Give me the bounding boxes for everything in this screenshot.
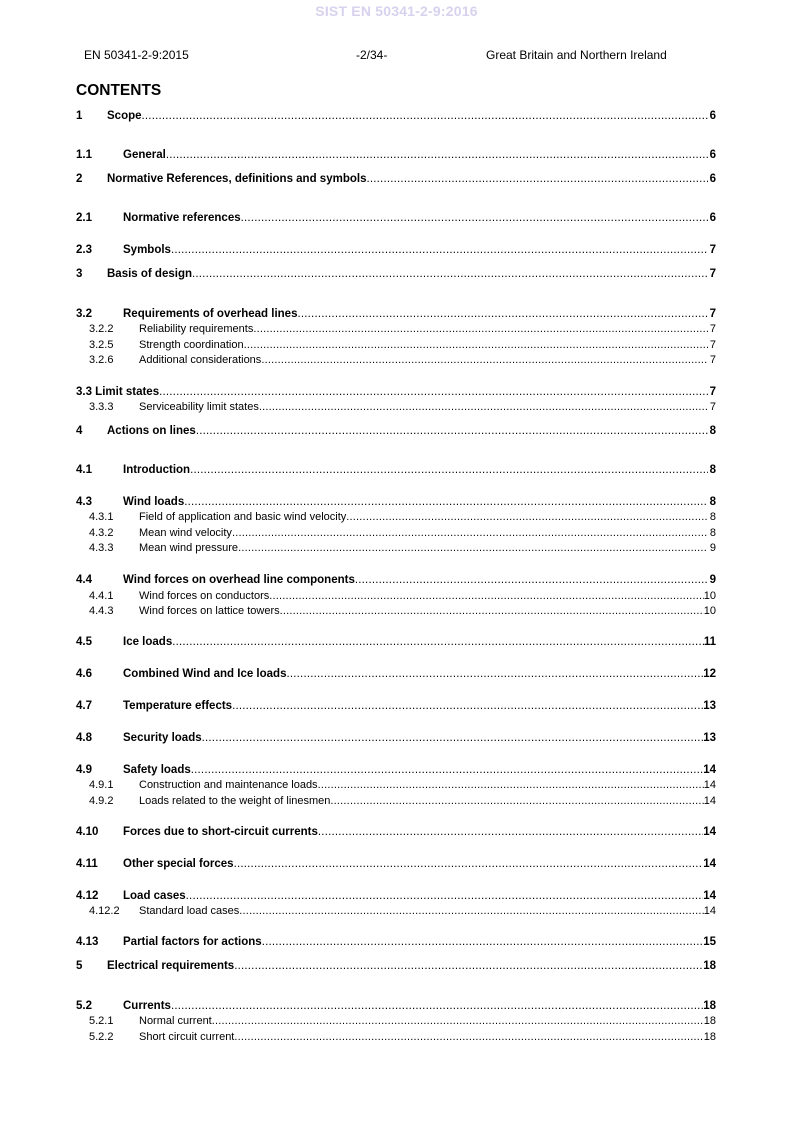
dot-leader	[212, 1015, 704, 1027]
toc-title: Forces due to short-circuit currents	[123, 826, 318, 838]
dot-leader	[171, 244, 708, 256]
toc-page: 8	[709, 527, 716, 539]
toc-entry-3-2-6[interactable]	[89, 354, 716, 370]
toc-number: 4.5	[76, 636, 92, 648]
toc-number: 4.12	[76, 890, 99, 902]
toc-title: Load cases	[123, 890, 186, 902]
toc-page: 6	[709, 149, 716, 161]
toc-number: 5	[76, 960, 83, 972]
toc-title: Scope	[107, 110, 142, 122]
toc-entry-4-3[interactable]	[76, 496, 716, 512]
toc-number: 2.3	[76, 244, 92, 256]
toc-number: 4.8	[76, 732, 92, 744]
toc-entry-4-5[interactable]	[76, 636, 716, 652]
dot-leader	[191, 764, 703, 776]
dot-leader	[297, 308, 708, 320]
toc-entry-3[interactable]	[76, 268, 716, 284]
toc-page: 10	[703, 605, 716, 617]
toc-number: 4.11	[76, 858, 98, 870]
toc-title: Short circuit current	[139, 1031, 235, 1043]
toc-number: 3	[76, 268, 83, 280]
toc-number: 1	[76, 110, 83, 122]
toc-page: 11	[703, 636, 716, 648]
toc-title: Combined Wind and Ice loads	[123, 668, 287, 680]
dot-leader	[259, 401, 708, 413]
toc-title: Security loads	[123, 732, 202, 744]
dot-leader	[241, 212, 708, 224]
toc-page: 6	[709, 173, 716, 185]
toc-number: 4.9.1	[89, 779, 114, 791]
toc-page: 13	[703, 700, 716, 712]
toc-entry-3-2[interactable]	[76, 308, 716, 324]
toc-page: 7	[709, 339, 716, 351]
toc-entry-4-4[interactable]	[76, 574, 716, 590]
toc-number: 3.2.2	[89, 323, 114, 335]
toc-entry-4-7[interactable]	[76, 700, 716, 716]
toc-page: 10	[703, 590, 716, 602]
toc-page: 14	[703, 858, 716, 870]
toc-number: 3.3.3	[89, 401, 114, 413]
toc-entry-1[interactable]	[76, 110, 716, 126]
dot-leader	[172, 636, 704, 648]
dot-leader	[330, 795, 703, 807]
toc-page: 13	[703, 732, 716, 744]
toc-title: Normative References, definitions and symbols	[107, 173, 367, 185]
toc-page: 9	[709, 574, 716, 586]
toc-page: 7	[709, 244, 716, 256]
toc-title: Wind forces on conductors	[139, 590, 270, 602]
toc-title: Reliability requirements	[139, 323, 254, 335]
toc-page: 18	[703, 960, 716, 972]
toc-entry-5-2-2[interactable]	[89, 1031, 716, 1047]
toc-title: Strength coordination	[139, 339, 244, 351]
toc-page: 14	[703, 779, 716, 791]
toc-entry-2-3[interactable]	[76, 244, 716, 260]
toc-entry-2-1[interactable]	[76, 212, 716, 228]
toc-title: 3.3 Limit states	[76, 386, 160, 398]
toc-number: 3.2	[76, 308, 92, 320]
toc-title: Wind loads	[123, 496, 185, 508]
toc-entry-4-1[interactable]	[76, 464, 716, 480]
toc-title: Basis of design	[107, 268, 192, 280]
toc-entry-4-9[interactable]	[76, 764, 716, 780]
toc-number: 4.13	[76, 936, 99, 948]
toc-number: 3.2.5	[89, 339, 114, 351]
toc-page: 7	[709, 323, 716, 335]
dot-leader	[318, 779, 704, 791]
toc-title: Electrical requirements	[107, 960, 235, 972]
dot-leader	[186, 890, 704, 902]
toc-title: Additional considerations	[139, 354, 262, 366]
dot-leader	[262, 936, 704, 948]
dot-leader	[234, 1031, 703, 1043]
toc-number: 4.1	[76, 464, 92, 476]
toc-page: 18	[703, 1015, 716, 1027]
toc-page: 7	[709, 268, 716, 280]
toc-entry-5-2[interactable]	[76, 1000, 716, 1016]
toc-title: Requirements of overhead lines	[123, 308, 298, 320]
toc-title: Currents	[123, 1000, 171, 1012]
toc-number: 4.6	[76, 668, 92, 680]
toc-number: 4.7	[76, 700, 92, 712]
dot-leader	[142, 110, 708, 122]
toc-entry-4-9-2[interactable]	[89, 795, 716, 811]
toc-entry-4-8[interactable]	[76, 732, 716, 748]
toc-entry-4-11[interactable]	[76, 858, 716, 874]
toc-title: Symbols	[123, 244, 171, 256]
toc-entry-1-1[interactable]	[76, 149, 716, 165]
toc-entry-4-10[interactable]	[76, 826, 716, 842]
toc-number: 2.1	[76, 212, 92, 224]
dot-leader	[202, 732, 704, 744]
toc-number: 4.3.1	[89, 511, 114, 523]
toc-title: Standard load cases	[139, 905, 240, 917]
toc-number: 4.4.1	[89, 590, 114, 602]
toc-title: Mean wind velocity	[139, 527, 232, 539]
toc-title: Serviceability limit states	[139, 401, 259, 413]
toc-page: 14	[703, 764, 716, 776]
header-region: Great Britain and Northern Ireland	[486, 48, 667, 62]
dot-leader	[196, 425, 708, 437]
page-title: CONTENTS	[76, 82, 162, 99]
header-page-number: -2/34-	[356, 48, 388, 62]
toc-number: 4.9.2	[89, 795, 114, 807]
toc-page: 8	[709, 511, 716, 523]
toc-entry-4-13[interactable]	[76, 936, 716, 952]
toc-title: Field of application and basic wind velocity	[139, 511, 347, 523]
header-doc-id: EN 50341-2-9:2015	[84, 48, 189, 62]
toc-entry-3-2-2[interactable]	[89, 323, 716, 339]
dot-leader	[239, 905, 703, 917]
toc-title: Other special forces	[123, 858, 234, 870]
toc-title: Mean wind pressure	[139, 542, 239, 554]
dot-leader	[238, 542, 708, 554]
watermark: SIST EN 50341-2-9:2016	[315, 3, 478, 19]
dot-leader	[171, 1000, 703, 1012]
toc-page: 14	[703, 905, 716, 917]
toc-number: 1.1	[76, 149, 92, 161]
toc-entry-5-2-1[interactable]	[89, 1015, 716, 1031]
toc-entry-4-3-3[interactable]	[89, 542, 716, 558]
dot-leader	[269, 590, 704, 602]
toc-page: 18	[703, 1000, 716, 1012]
toc-entry-4-4-3[interactable]	[89, 605, 716, 621]
toc-page: 8	[709, 425, 716, 437]
toc-entry-4-6[interactable]	[76, 668, 716, 684]
toc-page: 8	[709, 496, 716, 508]
toc-number: 5.2.1	[89, 1015, 114, 1027]
dot-leader	[280, 605, 704, 617]
toc-page: 6	[709, 110, 716, 122]
toc-number: 4.10	[76, 826, 99, 838]
toc-title: Normal current	[139, 1015, 212, 1027]
toc-title: Normative references	[123, 212, 241, 224]
toc-page: 8	[709, 464, 716, 476]
dot-leader	[232, 527, 708, 539]
dot-leader	[318, 826, 703, 838]
toc-page: 15	[703, 936, 716, 948]
dot-leader	[159, 386, 708, 398]
toc-entry-4-3-1[interactable]	[89, 511, 716, 527]
toc-number: 4.4.3	[89, 605, 114, 617]
toc-entry-4-12-2[interactable]	[89, 905, 716, 921]
toc-number: 4	[76, 425, 83, 437]
toc-page: 7	[709, 386, 716, 398]
toc-number: 2	[76, 173, 83, 185]
toc-title: Safety loads	[123, 764, 191, 776]
toc-entry-4-9-1[interactable]	[89, 779, 716, 795]
toc-title: Actions on lines	[107, 425, 196, 437]
dot-leader	[192, 268, 708, 280]
toc-title: Construction and maintenance loads	[139, 779, 318, 791]
toc-number: 4.3.2	[89, 527, 114, 539]
dot-leader	[366, 173, 708, 185]
toc-title: Partial factors for actions	[123, 936, 262, 948]
table-of-contents	[76, 0, 717, 1122]
dot-leader	[253, 323, 708, 335]
toc-page: 7	[709, 308, 716, 320]
toc-page: 6	[709, 212, 716, 224]
toc-entry-4[interactable]	[76, 425, 716, 441]
dot-leader	[346, 511, 708, 523]
toc-title: Loads related to the weight of linesmen	[139, 795, 331, 807]
dot-leader	[190, 464, 708, 476]
toc-page: 9	[709, 542, 716, 554]
toc-title: Wind forces on overhead line components	[123, 574, 355, 586]
toc-page: 12	[703, 668, 716, 680]
toc-page: 14	[703, 890, 716, 902]
dot-leader	[232, 700, 703, 712]
toc-entry-5[interactable]	[76, 960, 716, 976]
toc-title: Ice loads	[123, 636, 173, 648]
toc-page: 7	[709, 401, 716, 413]
toc-entry-2[interactable]	[76, 173, 716, 189]
toc-number: 4.4	[76, 574, 92, 586]
toc-entry-3-2-5[interactable]	[89, 339, 716, 355]
toc-page: 14	[703, 795, 716, 807]
toc-number: 4.3	[76, 496, 92, 508]
toc-entry-4-3-2[interactable]	[89, 527, 716, 543]
toc-number: 5.2.2	[89, 1031, 114, 1043]
toc-title: Introduction	[123, 464, 191, 476]
toc-title: General	[123, 149, 166, 161]
dot-leader	[234, 960, 703, 972]
toc-number: 5.2	[76, 1000, 92, 1012]
toc-entry-4-12[interactable]	[76, 890, 716, 906]
toc-number: 4.3.3	[89, 542, 114, 554]
dot-leader	[286, 668, 703, 680]
toc-title: Wind forces on lattice towers	[139, 605, 280, 617]
toc-entry-4-4-1[interactable]	[89, 590, 716, 606]
toc-number: 4.12.2	[89, 905, 120, 917]
dot-leader	[234, 858, 704, 870]
toc-number: 3.2.6	[89, 354, 114, 366]
dot-leader	[261, 354, 708, 366]
dot-leader	[355, 574, 708, 586]
dot-leader	[244, 339, 708, 351]
toc-page: 14	[703, 826, 716, 838]
toc-entry-3-3-3[interactable]	[89, 401, 716, 417]
toc-page: 18	[703, 1031, 716, 1043]
toc-title: Temperature effects	[123, 700, 233, 712]
toc-entry-3-3[interactable]	[76, 386, 716, 402]
dot-leader	[184, 496, 708, 508]
toc-page: 7	[709, 354, 716, 366]
dot-leader	[166, 149, 708, 161]
toc-number: 4.9	[76, 764, 92, 776]
